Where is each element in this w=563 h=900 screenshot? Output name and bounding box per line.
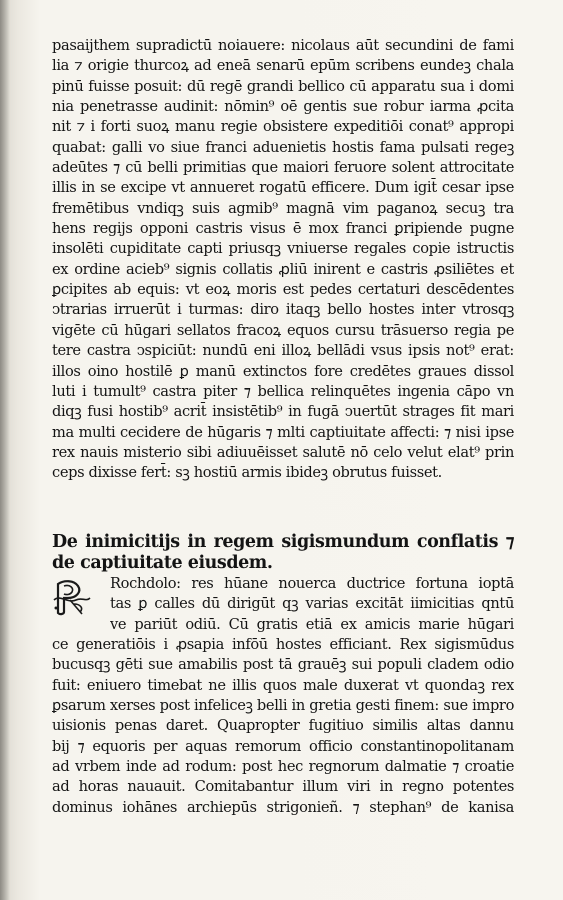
body-text-line: ce generatiōis i ꝓsapia infōū hostes efficiant. Rex sigismūdus bbox=[52, 636, 514, 653]
body-text-line: pinū fuisse posuit: dū regē grandi bellico cū apparatu sua i domi bbox=[52, 77, 514, 95]
body-text-line: uisionis penas daret. Quapropter fugitiuo similis altas dannu bbox=[52, 717, 514, 735]
binding-gutter-shadow bbox=[0, 0, 10, 900]
body-text-line: tere castra ↄspiciūt: nundū eni illoꝝ bellādi vsus ipsis not⁹ erat: bbox=[52, 342, 514, 360]
body-text-block bbox=[52, 36, 514, 484]
body-text-line: luti i tumult⁹ castra piter ⁊ bellica relinquētes ingenia cāpo vn bbox=[52, 382, 514, 400]
body-text-line: lia ⁊ origie thurcoꝝ ad eneā senarū epūm scribens eundeꝫ chala bbox=[52, 57, 514, 75]
body-text-line: illos oino hostilē ꝑ manū extinctos fore credētes graues dissol bbox=[52, 362, 514, 380]
body-text-block-indented bbox=[110, 574, 514, 635]
body-text-line: tas ꝑ calles dū dirigūt qꝫ varias excitāt iimicitias qntū bbox=[110, 595, 514, 613]
body-text-line: pasaijthem supradictū noiauere: nicolaus aūt secundini de fami bbox=[52, 37, 514, 54]
decorated-initial-icon bbox=[50, 578, 108, 624]
body-text-line: ve pariūt odiū. Cū gratis etiā ex amicis marie hūgari bbox=[110, 615, 514, 633]
body-text-line: adeūtes ⁊ cū belli primitias que maiori feruore solent attrocitate bbox=[52, 159, 514, 177]
body-text-line: quabat: galli vo siue franci aduenietis hostis fama pulsati regeꝫ bbox=[52, 138, 514, 156]
body-text-line: ex ordine acieb⁹ signis collatis ꝓliū inirent e castris ꝓsiliētes et bbox=[52, 260, 514, 278]
chapter-heading bbox=[52, 532, 514, 574]
body-text-line: ꝑcipites ab equis: vt eoꝝ moris est pedes certaturi descēdentes bbox=[52, 281, 514, 299]
body-text-line: illis in se excipe vt annueret rogatū efficere. Dum igit̄ cesar ipse bbox=[52, 179, 514, 197]
body-text-line: nit ⁊ i forti suoꝝ manu regie obsistere expeditiōi conat⁹ appropi bbox=[52, 118, 514, 136]
chapter-heading-line: de captiuitate eiusdem. bbox=[52, 553, 273, 573]
chapter-heading-line: De inimicitijs in regem sigismundum conflatis ⁊ bbox=[52, 532, 514, 552]
body-text-line: dominus iohānes archiepūs strigonieñ. ⁊ stephan⁹ de kanisa bbox=[52, 798, 514, 816]
body-text-line: ad vrbem inde ad rodum: post hec regnorum dalmatie ⁊ croatie bbox=[52, 758, 514, 776]
body-text-line: hens regijs opponi castris visus ē mox franci ꝑripiende pugne bbox=[52, 220, 514, 238]
body-text-line: nia penetrasse audinit: nōmin⁹ oē gentis sue robur iarma ꝓcita bbox=[52, 98, 514, 116]
body-text-line: ꝑsarum xerses post infeliceꝫ belli in gretia gesti finem: sue impro bbox=[52, 697, 514, 715]
body-text-line: fuit: eniuero timebat ne illis quos male duxerat vt quondaꝫ rex bbox=[52, 676, 514, 694]
body-text-line: ma multi cecidere de hūgaris ⁊ mlti captiuitate affecti: ⁊ nisi ipse bbox=[52, 423, 514, 441]
body-text-line: vigēte cū hūgari sellatos fracoꝝ equos cursu trāsuerso regia pe bbox=[52, 321, 514, 339]
body-text-line: ↄtrarias irruerūt i turmas: diro itaqꝫ bello hostes inter vtrosqꝫ bbox=[52, 301, 514, 319]
body-text-block bbox=[52, 635, 514, 818]
body-text-line: fremētibus vndiqꝫ suis agmib⁹ magnā vim paganoꝝ secuꝫ tra bbox=[52, 199, 514, 217]
body-text-line: ad horas nauauit. Comitabantur illum viri in regno potentes bbox=[52, 778, 514, 796]
body-text-line: ceps dixisse fert̄: sꝫ hostiū armis ibideꝫ obrutus fuisset. bbox=[52, 464, 442, 482]
body-text-line: rex nauis misterio sibi adiuuēisset salutē nō celo velut elat⁹ prin bbox=[52, 443, 514, 461]
body-text-line: insolēti cupiditate capti priusqꝫ vniuerse regales copie istructis bbox=[52, 240, 514, 258]
body-text-line: diqꝫ fusi hostib⁹ acrit̄ insistētib⁹ in fugā ↄuertūt strages fit mari bbox=[52, 403, 514, 421]
body-text-line: bucusqꝫ gēti sue amabilis post tā grauēꝫ sui populi cladem odio bbox=[52, 656, 514, 674]
body-text-line: bij ⁊ equoris per aquas remorum officio constantinopolitanam bbox=[52, 737, 514, 755]
body-text-line: Rochdolo: res hūane nouerca ductrice fortuna ioptā bbox=[110, 575, 514, 592]
